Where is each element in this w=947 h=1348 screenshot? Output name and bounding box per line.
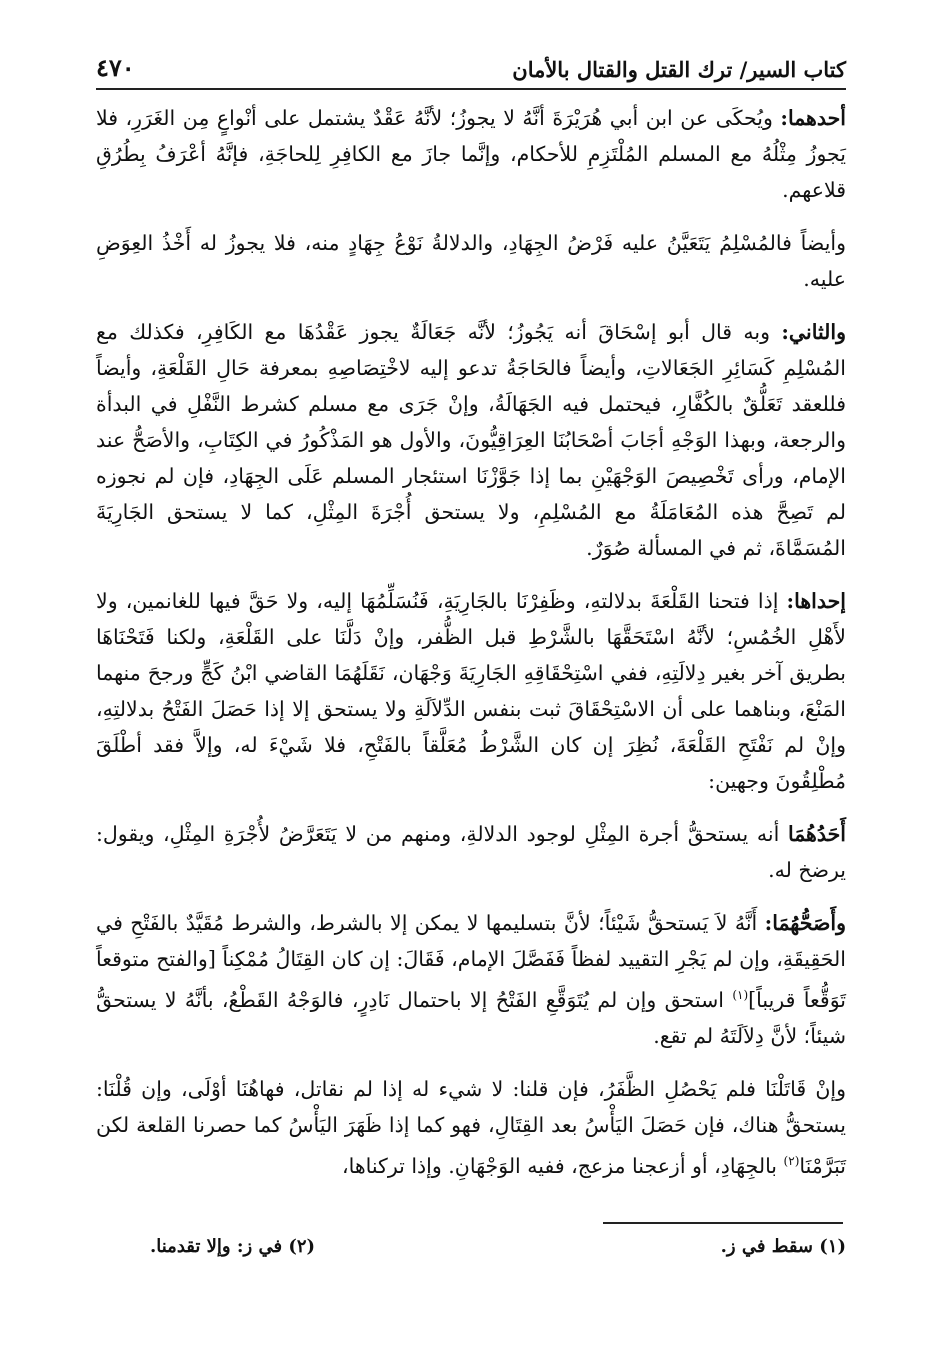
footnote: (٢) في ز: وإلا تقدمنا. [150, 1236, 316, 1257]
paragraph-text: أَنَّهُ لاَ يَستحقُّ شَيْئاً؛ لأنَّ بتسليمها لا يمكن إلا بالشرط، والشرط مُقَيَّدٌ بالفَتْحِ في الحَقِيقَةِ، وإن لم يَجْرِ التقييد لفظاً فَفَصَّلَ الإمام، فَقَالَ: إن كان القِتَالُ مُمْكِناً [والفتح متوقعاً تَوَقُّعاً قريباً] [95, 911, 846, 1012]
footnote: (١) سقط في ز. [720, 1236, 846, 1257]
paragraph-lead: إحداها: [786, 589, 846, 613]
paragraph-text: وبه قال أبو إسْحَاقَ أنه يَجُوزُ؛ لأنَّه جَعَالَةٌ يجوز عَقْدُهَا مع الكَافِرِ، فكذلك مع المُسْلِمِ كَسَائِرِ الجَعَالاتِ، وأيضاً فالحَاجَةُ تدعو إليه لاخْتِصَاصِهِ بمعرفة حَالِ القَلْعَةِ، وأيضاً فللعقد تَعَلُّقٌ بالكُفَّارِ، فيحتمل فيه الجَهَالَةُ، وإنْ جَرَى مع مسلم كشرط النَّفْلِ في البدأة والرجعة، وبهذا الوَجْهِ أجَابَ أصْحَابُنَا العِرَاقِيُّونَ، والأول هو المَذْكُورُ في الكِتَابِ، والأصَحُّ عند الإمام، ورأى تَخْصِيصَ الوَجْهَيْنِ بما إذا جَوَّزْنَا استئجار المسلم عَلَى الجِهَادِ، فإن لم نجوزه لم تَصِحَّ هذه المُعَامَلَةُ مع المُسْلِمِ، ولا يستحق أُجْرَةَ المِثْلِ، كما لا يستحق الجَارِيَةَ المُسَمَّاةَ، ثم في المسألة صُوَرٌ. [96, 320, 846, 560]
paragraph [96, 583, 846, 799]
paragraph-lead: وأَصَحُّهُمَا: [764, 911, 846, 935]
paragraph-lead: أَحَدُهُمَا [787, 822, 846, 846]
paragraph-text: إذا فتحنا القَلْعَةَ بدلالتهِ، وظَفِرْنَا بالجَارِيَةِ، فَنُسَلِّمُهَا إليه، ولا حَقَّ فيها للغانمين، ولا لأَهْلِ الخُمُسِ؛ لأنَّهُ اسْتَحَقَّهَا بالشَّرْطِ قبل الظُّفر، وإنْ دَلَّنَا على القَلْعَةِ، ولكنا فَتَحْنَاهَا بطريق آخر بغير دِلالَتِهِ، ففي اسْتِحْقَاقِهِ الجَارِيَةَ وَجْهَان، نَقَلَهُمَا القاضي ابْنُ كَجٍّ ورجحَ منهما المَنْعَ، وبناهما على أن الاسْتِحْقَاقَ ثبت بنفس الدِّلاَلَةِ ولا يستحق إلا إذا حَصَلَ الفَتْحُ بدلالتِهِ، وإنْ لم نَفْتَحِ القَلْعَةَ، نُظِرَ إن كان الشَّرْطُ مُعَلَّقاً بالفَتْحِ، فلا شَيْءَ له، وإلاَّ فقد أطْلَقَ مُطْلِقُونَ وجهين: [96, 589, 846, 793]
paragraph [96, 1071, 846, 1184]
page-header [96, 42, 846, 90]
paragraph-text: وأيضاً فالمُسْلِمُ يَتَعَيَّنُ عليه فَرْضُ الجِهَادِ، والدلالةُ نَوْعُ جِهَادٍ منه، فلا يجوزُ له أَخْذُ العِوَضِ عليه. [96, 231, 846, 291]
footnote-ref[interactable]: (٢) [783, 1153, 800, 1168]
paragraph [96, 225, 846, 297]
paragraph-text: ويُحكَى عن ابن أبي هُرَيْرَةَ أنَّهُ لا يجوزُ؛ لأنَّهُ عَقْدٌ يشتمل على أنْواعٍ مِن الغَرَرِ، فلا يَجوزُ مِثْلُهُ مع المسلم المُلْتَزِمِ للأحكام، وإنَّما جازَ مع الكافِرِ لِلحاجَةِ، فإنَّهُ أعْرَفُ بِطُرُقِ قلاعهم. [96, 106, 846, 202]
paragraph-text: بالجِهَادِ، أو أزعجنا مزعج، ففيه الوَجْهَانِ. وإذا تركناها، [341, 1153, 784, 1178]
paragraph-lead: أحدهما: [780, 106, 846, 130]
paragraph [96, 816, 846, 888]
running-title: كتاب السير/ ترك القتل والقتال بالأمان [512, 57, 846, 82]
paragraph-text: أنه يستحقُّ أجرة المِثْلِ لوجود الدلالةِ، ومنهم من لا يَتَعَرَّضُ لأُجْرَةِ المِثْلِ، ويقول: يرضخ له. [96, 822, 846, 882]
paragraph-text: وإنْ قَاتَلْنَا فلم يَحْصُلِ الظَّفَرُ، فإن قلنا: لا شيء له إذا لم نقاتل، فهاهُنَا أوْلَى، وإن قُلْنَا: يستحقُّ هناك، فإن حَصَلَ اليَأْسُ بعد القِتَالِ، فهو كما إذا ظَهَرَ اليَأْسُ كما حصرنا القلعة لكن تَبَرَّمْنَا [96, 1076, 846, 1178]
paragraph [96, 314, 846, 566]
main-text [96, 100, 846, 1201]
paragraph-lead: والثاني: [781, 320, 846, 344]
page-number: ٤٧٠ [96, 53, 135, 82]
footnote-ref[interactable]: (١) [732, 988, 749, 1002]
paragraph [96, 905, 846, 1054]
footnote-divider [603, 1222, 843, 1224]
paragraph-text: استحق وإن لم يُتَوَقَّعِ الفَتْحُ إلا باحتمال نَادِرٍ، فالوَجْهُ القَطْعُ، بأنَّهُ لا يستحقُّ شيئاً؛ لأنَّ دِلاَلَتَهُ لم تقع. [96, 987, 846, 1048]
footnotes [150, 1236, 846, 1257]
paragraph [96, 100, 846, 208]
